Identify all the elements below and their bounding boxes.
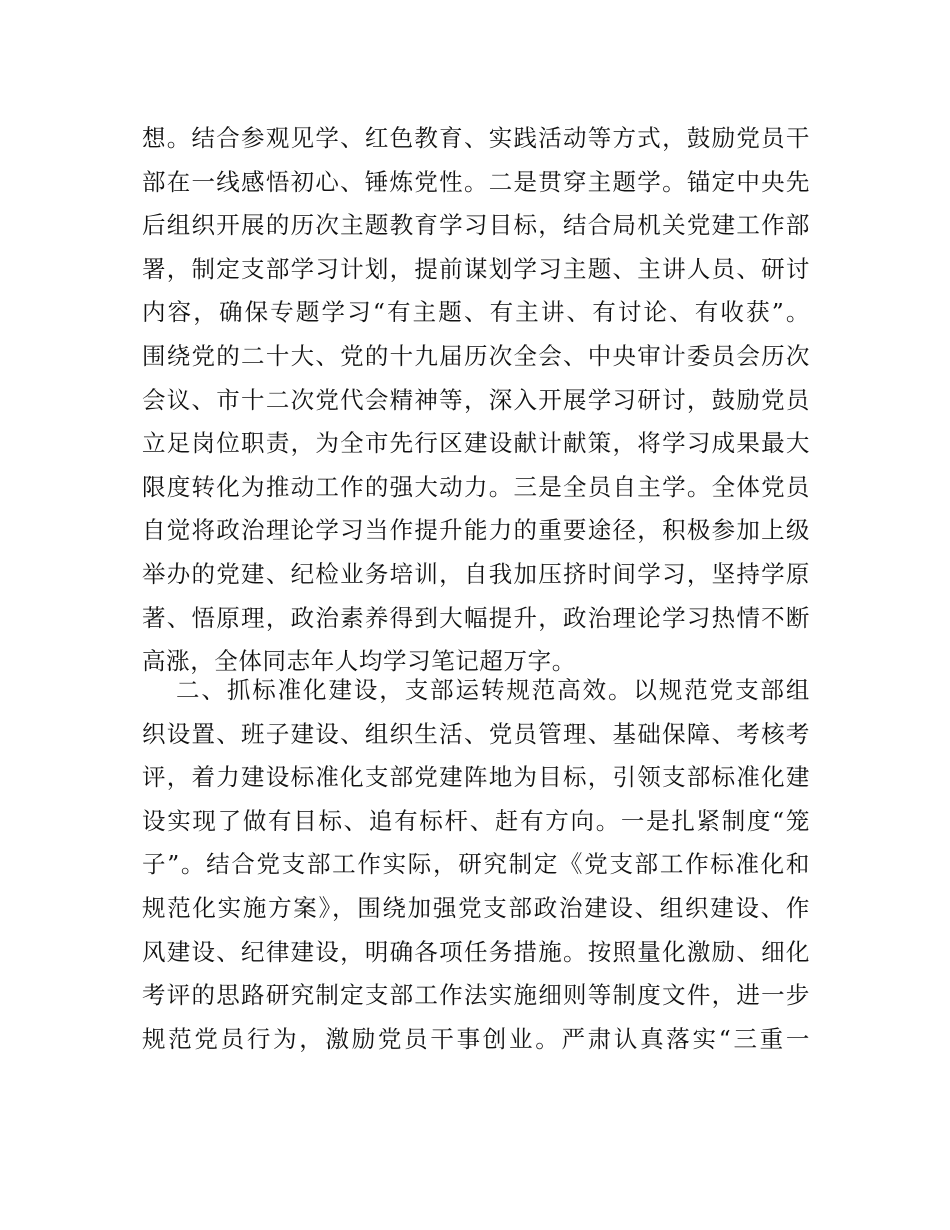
- text-line: 高涨，全体同志年人均学习笔记超万字。: [142, 647, 576, 676]
- text-line: 风建设、纪律建设，明确各项任务措施。按照量化激励、细化: [142, 937, 810, 966]
- text-line: 想。结合参观见学、红色教育、实践活动等方式，鼓励党员干: [142, 124, 810, 152]
- text-line: 著、悟原理，政治素养得到大幅提升，政治理论学习热情不断: [142, 603, 810, 632]
- text-line: 后组织开展的历次主题教育学习目标，结合局机关党建工作部: [142, 211, 810, 240]
- text-line: 规范化实施方案》，围绕加强党支部政治建设、组织建设、作: [142, 893, 810, 922]
- text-line: 举办的党建、纪检业务培训，自我加压挤时间学习，坚持学原: [142, 559, 810, 588]
- text-line: 会议、市十二次党代会精神等，深入开展学习研讨，鼓励党员: [142, 385, 810, 414]
- paragraph-study: [142, 117, 810, 684]
- text-line: 规范党员行为，激励党员干事创业。严肃认真落实“三重一: [142, 1024, 810, 1053]
- text-line: 评，着力建设标准化支部党建阵地为目标，引领支部标准化建: [142, 763, 810, 792]
- text-line: 考评的思路研究制定支部工作法实施细则等制度文件，进一步: [142, 981, 810, 1010]
- text-line: 织设置、班子建设、组织生活、党员管理、基础保障、考核考: [142, 719, 810, 748]
- text-line: 子”。结合党支部工作实际，研究制定《党支部工作标准化和: [142, 850, 810, 879]
- text-line: 二、抓标准化建设，支部运转规范高效。以规范党支部组: [176, 676, 810, 704]
- text-line: 自觉将政治理论学习当作提升能力的重要途径，积极参加上级: [142, 516, 810, 545]
- text-line: 立足岗位职责，为全市先行区建设献计献策，将学习成果最大: [142, 429, 810, 458]
- paragraph-standardization: [142, 669, 810, 1061]
- text-line: 限度转化为推动工作的强大动力。三是全员自主学。全体党员: [142, 472, 810, 501]
- text-line: 设实现了做有目标、追有标杆、赶有方向。一是扎紧制度“笼: [142, 806, 810, 835]
- text-line: 署，制定支部学习计划，提前谋划学习主题、主讲人员、研讨: [142, 254, 810, 283]
- text-line: 围绕党的二十大、党的十九届历次全会、中央审计委员会历次: [142, 341, 810, 370]
- text-line: 部在一线感悟初心、锤炼党性。二是贯穿主题学。锚定中央先: [142, 167, 810, 196]
- text-line: 内容，确保专题学习“有主题、有主讲、有讨论、有收获”。: [142, 298, 810, 327]
